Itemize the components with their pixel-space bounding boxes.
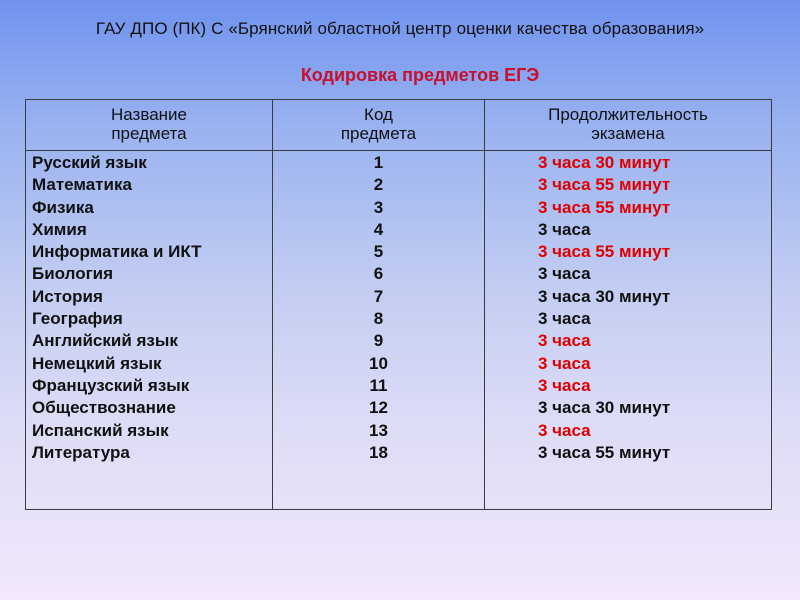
- subject-column: [32, 152, 202, 464]
- duration-cell: 3 часа: [538, 420, 591, 440]
- subject-cell: Обществознание: [32, 398, 176, 418]
- code-cell: 9: [373, 331, 384, 351]
- subject-cell: Химия: [32, 219, 87, 239]
- duration-cell: 3 часа: [538, 309, 591, 329]
- duration-cell: 3 часа 55 минут: [538, 442, 671, 462]
- subject-cell: Физика: [32, 197, 94, 217]
- duration-cell: 3 часа 30 минут: [538, 153, 671, 172]
- column-divider: [484, 100, 485, 509]
- code-cell: 5: [373, 242, 384, 262]
- duration-cell: 3 часа: [538, 375, 591, 395]
- code-cell: 4: [373, 219, 384, 239]
- code-cell: 10: [369, 353, 388, 373]
- duration-cell: 3 часа: [538, 331, 591, 351]
- header-subject-name: [26, 105, 272, 143]
- header-line: Продолжительность: [548, 105, 708, 124]
- header-line: предмета: [111, 124, 187, 143]
- code-cell: 1: [373, 153, 384, 172]
- duration-cell: 3 часа: [538, 219, 591, 239]
- subject-cell: Английский язык: [32, 331, 178, 351]
- duration-cell: 3 часа: [538, 264, 591, 284]
- subject-cell: Информатика и ИКТ: [32, 242, 202, 262]
- duration-cell: 3 часа 55 минут: [538, 175, 671, 195]
- duration-cell: 3 часа 30 минут: [538, 286, 671, 306]
- header-line: Название: [111, 105, 187, 124]
- subject-cell: Математика: [32, 175, 132, 195]
- header-divider: [26, 150, 771, 151]
- organization-header: ГАУ ДПО (ПК) С «Брянский областной центр оценки качества образования»: [95, 19, 705, 38]
- subject-cell: Биология: [32, 264, 114, 284]
- subject-cell: Немецкий язык: [32, 353, 162, 373]
- subject-cell: Испанский язык: [32, 420, 169, 440]
- duration-cell: 3 часа 55 минут: [538, 242, 671, 262]
- header-exam-duration: [485, 105, 771, 143]
- code-cell: 6: [373, 264, 384, 284]
- header-line: экзамена: [591, 124, 665, 143]
- duration-cell: 3 часа 30 минут: [538, 398, 671, 418]
- code-cell: 8: [373, 309, 384, 329]
- subject-cell: География: [32, 309, 123, 329]
- header-line: предмета: [340, 124, 417, 143]
- header-subject-code: [273, 105, 484, 143]
- code-column: [273, 152, 484, 464]
- code-cell: 11: [369, 375, 388, 395]
- code-cell: 13: [369, 420, 388, 440]
- page-title: Кодировка предметов ЕГЭ: [300, 65, 540, 85]
- duration-cell: 3 часа: [538, 353, 591, 373]
- duration-cell: 3 часа 55 минут: [538, 197, 671, 217]
- code-cell: 3: [373, 197, 384, 217]
- header-line: Код: [364, 105, 393, 124]
- code-cell: 18: [369, 442, 388, 462]
- subject-cell: История: [32, 286, 103, 306]
- code-cell: 7: [373, 286, 384, 306]
- subject-cell: Литература: [32, 442, 130, 462]
- subject-cell: Французский язык: [32, 375, 190, 395]
- duration-column: [538, 152, 670, 464]
- subjects-table: [25, 99, 772, 510]
- code-cell: 12: [369, 398, 388, 418]
- code-cell: 2: [373, 175, 384, 195]
- subject-cell: Русский язык: [32, 153, 147, 172]
